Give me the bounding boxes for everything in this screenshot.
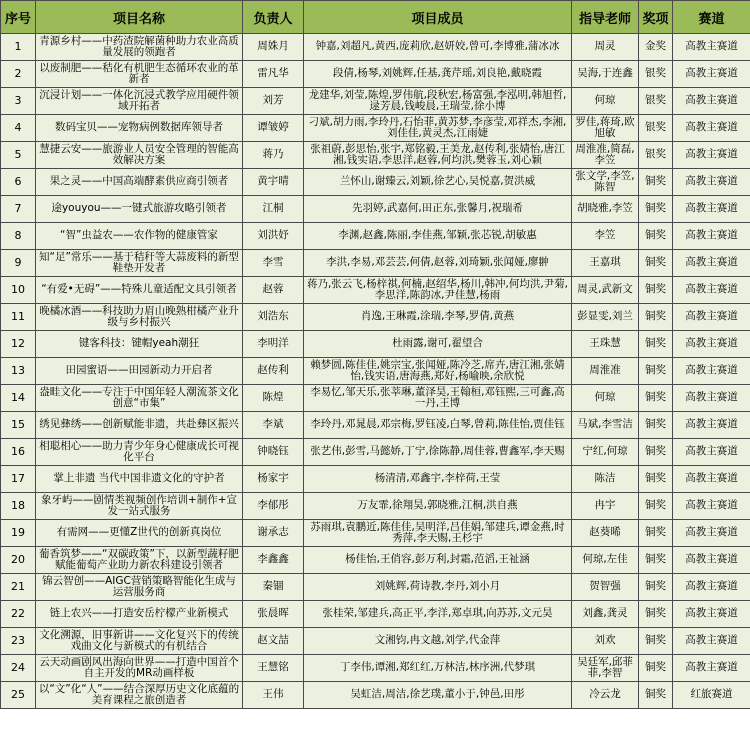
cell-project-name: 锦云智创——AIGC营销策略智能化生成与运营服务商 — [36, 574, 243, 601]
cell-advisor: 贺智强 — [572, 574, 639, 601]
cell-award: 铜奖 — [639, 169, 673, 196]
cell-index: 15 — [1, 412, 36, 439]
cell-track: 高教主赛道 — [673, 223, 750, 250]
cell-advisor: 吴廷军,邱菲菲,李智 — [572, 655, 639, 682]
cell-leader: 黄宇晴 — [243, 169, 304, 196]
cell-award: 铜奖 — [639, 439, 673, 466]
cell-leader: 王慧铭 — [243, 655, 304, 682]
cell-members: 李洪,李易,邓芸芸,何倩,赵蓉,刘琦颖,张闻娅,廖翀 — [304, 250, 572, 277]
header-leader: 负责人 — [243, 1, 304, 34]
cell-award: 铜奖 — [639, 628, 673, 655]
cell-members: 赖梦圆,陈佳佳,姚宗宝,张闻娅,陈冷芝,席卉,唐江湘,张婧怡,钱实语,唐海燕,郑好,杨喻映,余欣悦 — [304, 358, 572, 385]
cell-award: 铜奖 — [639, 655, 673, 682]
cell-index: 11 — [1, 304, 36, 331]
table-row — [1, 574, 750, 601]
cell-leader: 赵文喆 — [243, 628, 304, 655]
cell-index: 1 — [1, 34, 36, 61]
header-project-name: 项目名称 — [36, 1, 243, 34]
cell-index: 4 — [1, 115, 36, 142]
cell-track: 高教主赛道 — [673, 412, 750, 439]
cell-advisor: 陈洁 — [572, 466, 639, 493]
cell-leader: 谢承志 — [243, 520, 304, 547]
table-row — [1, 655, 750, 682]
cell-award: 铜奖 — [639, 196, 673, 223]
cell-award: 铜奖 — [639, 358, 673, 385]
cell-members: 杨佳怡,王俏容,彭万利,封霜,范滔,王祉涵 — [304, 547, 572, 574]
header-advisor: 指导老师 — [572, 1, 639, 34]
cell-project-name: 文化溯源，旧事新讲——文化复兴下的传统戏曲文化与新模式的有机结合 — [36, 628, 243, 655]
cell-leader: 王伟 — [243, 682, 304, 709]
cell-project-name: 途youyou——一键式旅游攻略引领者 — [36, 196, 243, 223]
cell-project-name: 晚橘冰酒——科技助力眉山晚熟柑橘产业升级与乡村振兴 — [36, 304, 243, 331]
cell-project-name: 慧捷云安——旅游业人员安全管理的智能高效解决方案 — [36, 142, 243, 169]
cell-leader: 刘芳 — [243, 88, 304, 115]
cell-track: 高教主赛道 — [673, 628, 750, 655]
cell-award: 铜奖 — [639, 493, 673, 520]
table-row — [1, 304, 750, 331]
cell-leader: 钟晓钰 — [243, 439, 304, 466]
cell-advisor: 何琼 — [572, 385, 639, 412]
cell-advisor: 马斌,李雪洁 — [572, 412, 639, 439]
cell-advisor: 冉宇 — [572, 493, 639, 520]
cell-leader: 李雪 — [243, 250, 304, 277]
cell-members: 万友霏,徐翔昊,郭晓雅,江桐,洪自燕 — [304, 493, 572, 520]
cell-track: 高教主赛道 — [673, 385, 750, 412]
table-row — [1, 331, 750, 358]
cell-award: 银奖 — [639, 61, 673, 88]
cell-track: 高教主赛道 — [673, 142, 750, 169]
cell-track: 高教主赛道 — [673, 169, 750, 196]
cell-project-name: 果之灵——中国高端酵素供应商引领者 — [36, 169, 243, 196]
table-row — [1, 682, 750, 709]
header-award: 奖项 — [639, 1, 673, 34]
cell-advisor: 张文学,李笠,陈智 — [572, 169, 639, 196]
cell-project-name: 以废制肥——秸化有机肥生态循环农业的革新者 — [36, 61, 243, 88]
cell-track: 高教主赛道 — [673, 304, 750, 331]
table-row — [1, 628, 750, 655]
cell-index: 6 — [1, 169, 36, 196]
table-row — [1, 520, 750, 547]
cell-track: 高教主赛道 — [673, 61, 750, 88]
cell-award: 铜奖 — [639, 466, 673, 493]
cell-advisor: 王珠慧 — [572, 331, 639, 358]
cell-leader: 周姝月 — [243, 34, 304, 61]
cell-members: 张桂荣,邹建兵,高正平,李洋,郑卓琪,向苏苏,文元昊 — [304, 601, 572, 628]
cell-award: 铜奖 — [639, 304, 673, 331]
cell-advisor: 宁红,何琼 — [572, 439, 639, 466]
cell-track: 高教主赛道 — [673, 88, 750, 115]
cell-members: 张祖蔚,彭思怡,张宇,郑铭毅,王美龙,赵传利,张婧怡,唐江湘,钱实语,李思洋,赵蓉,何均洪,樊蓉玉,刘心颖 — [304, 142, 572, 169]
cell-leader: 李明洋 — [243, 331, 304, 358]
table-row — [1, 439, 750, 466]
cell-advisor: 周灵,武新文 — [572, 277, 639, 304]
cell-advisor: 何琼 — [572, 88, 639, 115]
header-row — [1, 1, 750, 34]
cell-index: 18 — [1, 493, 36, 520]
cell-award: 银奖 — [639, 115, 673, 142]
cell-members: 吴虹洁,周洁,徐艺璞,董小于,钟邑,田彤 — [304, 682, 572, 709]
cell-project-name: 以“文”化“人”——结合深厚历史文化底蕴的美育课程之旅创造者 — [36, 682, 243, 709]
cell-award: 银奖 — [639, 142, 673, 169]
cell-track: 高教主赛道 — [673, 547, 750, 574]
cell-project-name: 知“足”常乐——基于秸秆等大蒜废料的新型鞋垫开发者 — [36, 250, 243, 277]
cell-track: 高教主赛道 — [673, 601, 750, 628]
cell-award: 铜奖 — [639, 385, 673, 412]
table-row — [1, 547, 750, 574]
header-members: 项目成员 — [304, 1, 572, 34]
cell-members: 李渊,赵鑫,陈丽,李佳燕,邹颖,张芯锐,胡敏惠 — [304, 223, 572, 250]
table-row — [1, 61, 750, 88]
cell-index: 12 — [1, 331, 36, 358]
cell-index: 19 — [1, 520, 36, 547]
cell-leader: 李鑫鑫 — [243, 547, 304, 574]
cell-index: 2 — [1, 61, 36, 88]
cell-members: 龙建华,刘莹,陈煌,罗伟航,段秋宏,杨富强,李泓明,韩旭哲,逯芳晨,钱峻晨,王瑞莹,徐小博 — [304, 88, 572, 115]
cell-award: 铜奖 — [639, 412, 673, 439]
cell-project-name: 葡香筑梦——“双碳政策”下，以新型蔬籽肥赋能葡萄产业助力新农科建设引领者 — [36, 547, 243, 574]
cell-index: 8 — [1, 223, 36, 250]
cell-advisor: 周淮准 — [572, 358, 639, 385]
cell-award: 铜奖 — [639, 601, 673, 628]
cell-advisor: 冷云龙 — [572, 682, 639, 709]
cell-members: 钟嘉,刘超凡,黄西,庞莉欣,赵妍姣,曾可,李博雅,蒲冰冰 — [304, 34, 572, 61]
table-row — [1, 169, 750, 196]
cell-track: 高教主赛道 — [673, 34, 750, 61]
cell-members: 张艺伟,彭雪,马懿娇,丁宁,徐陈静,周佳蓉,曹鑫军,李天赐 — [304, 439, 572, 466]
cell-track: 高教主赛道 — [673, 520, 750, 547]
cell-award: 铜奖 — [639, 250, 673, 277]
cell-leader: 蒋乃 — [243, 142, 304, 169]
table-row — [1, 250, 750, 277]
cell-award: 铜奖 — [639, 277, 673, 304]
cell-advisor: 刘鑫,龚灵 — [572, 601, 639, 628]
table-row — [1, 412, 750, 439]
cell-members: 丁李伟,谭湘,郑红红,万林洁,林序洲,代梦琪 — [304, 655, 572, 682]
cell-index: 21 — [1, 574, 36, 601]
cell-track: 高教主赛道 — [673, 466, 750, 493]
cell-index: 10 — [1, 277, 36, 304]
cell-index: 9 — [1, 250, 36, 277]
cell-advisor: 胡晓雅,李笠 — [572, 196, 639, 223]
cell-award: 金奖 — [639, 34, 673, 61]
cell-leader: 陈煌 — [243, 385, 304, 412]
cell-advisor: 周淮准,简磊,李笠 — [572, 142, 639, 169]
cell-index: 3 — [1, 88, 36, 115]
table-row — [1, 196, 750, 223]
cell-index: 23 — [1, 628, 36, 655]
cell-members: 刁斌,胡力雨,李玲丹,石怡菲,黄苏梦,李彦莹,邓祥杰,李湘,刘佳佳,黄灵杰,江雨婕 — [304, 115, 572, 142]
cell-index: 24 — [1, 655, 36, 682]
cell-advisor: 刘欢 — [572, 628, 639, 655]
cell-project-name: 掌上非遗 当代中国非遗文化的守护者 — [36, 466, 243, 493]
cell-leader: 李郁彤 — [243, 493, 304, 520]
cell-project-name: 象牙屿——剧情类视频创作培训+制作+宣发一站式服务 — [36, 493, 243, 520]
cell-leader: 赵蓉 — [243, 277, 304, 304]
cell-award: 铜奖 — [639, 331, 673, 358]
cell-track: 高教主赛道 — [673, 277, 750, 304]
cell-project-name: 绣见彝绣——创新赋能非遗，共赴彝区振兴 — [36, 412, 243, 439]
cell-award: 银奖 — [639, 88, 673, 115]
cell-index: 7 — [1, 196, 36, 223]
table-row — [1, 223, 750, 250]
cell-advisor: 赵葵晞 — [572, 520, 639, 547]
cell-track: 高教主赛道 — [673, 115, 750, 142]
cell-members: 李易忆,邹天乐,张莘琳,董泽昊,王翰桓,邓钰熙,三可鑫,高一丹,王博 — [304, 385, 572, 412]
cell-award: 铜奖 — [639, 682, 673, 709]
cell-track: 红旅赛道 — [673, 682, 750, 709]
cell-members: 苏雨琪,袁鹏近,陈佳佳,吴明洋,吕佳娟,邹建兵,谭金燕,时秀萍,李天赐,王杉宇 — [304, 520, 572, 547]
cell-leader: 秦锢 — [243, 574, 304, 601]
cell-award: 铜奖 — [639, 574, 673, 601]
cell-project-name: 数码宝贝——宠物病例数据库领导者 — [36, 115, 243, 142]
cell-members: 刘姚辉,荷诗教,李丹,刘小月 — [304, 574, 572, 601]
cell-members: 肖逸,王琳霞,涂瑞,李琴,罗倩,黄燕 — [304, 304, 572, 331]
cell-leader: 张晨晖 — [243, 601, 304, 628]
cell-project-name: 云天动画剧风出海向世界——打造中国首个自主开发的MR动画样板 — [36, 655, 243, 682]
cell-track: 高教主赛道 — [673, 574, 750, 601]
cell-index: 16 — [1, 439, 36, 466]
cell-index: 5 — [1, 142, 36, 169]
cell-members: 段倩,杨琴,刘姚辉,任基,龚芹瑶,刘良艳,戴晓霞 — [304, 61, 572, 88]
cell-index: 22 — [1, 601, 36, 628]
cell-track: 高教主赛道 — [673, 250, 750, 277]
cell-track: 高教主赛道 — [673, 493, 750, 520]
cell-track: 高教主赛道 — [673, 439, 750, 466]
cell-members: 杜雨露,谢可,翟望合 — [304, 331, 572, 358]
cell-index: 14 — [1, 385, 36, 412]
cell-award: 铜奖 — [639, 223, 673, 250]
cell-members: 杨清清,邓鑫宇,李梓荷,王莹 — [304, 466, 572, 493]
cell-members: 兰怀山,谢臻云,刘颖,徐艺心,吴悦嘉,贺洪威 — [304, 169, 572, 196]
cell-project-name: 链上农兴——打造安岳柠檬产业新模式 — [36, 601, 243, 628]
cell-track: 高教主赛道 — [673, 655, 750, 682]
table-row — [1, 601, 750, 628]
cell-leader: 赵传利 — [243, 358, 304, 385]
cell-project-name: 沉浸计划——一体化沉浸式教学应用硬件领域开拓者 — [36, 88, 243, 115]
cell-index: 13 — [1, 358, 36, 385]
cell-members: 文湘钧,冉文越,刘学,代金萍 — [304, 628, 572, 655]
cell-advisor: 罗佳,蒋琦,欧旭敏 — [572, 115, 639, 142]
table-row — [1, 493, 750, 520]
cell-track: 高教主赛道 — [673, 196, 750, 223]
cell-advisor: 周灵 — [572, 34, 639, 61]
cell-project-name: “智”虫益农——农作物的健康管家 — [36, 223, 243, 250]
table-row — [1, 142, 750, 169]
header-track: 赛道 — [673, 1, 750, 34]
table-row — [1, 277, 750, 304]
cell-index: 20 — [1, 547, 36, 574]
table-row — [1, 358, 750, 385]
cell-leader: 刘浩东 — [243, 304, 304, 331]
cell-leader: 李斌 — [243, 412, 304, 439]
cell-advisor: 吴海,于连鑫 — [572, 61, 639, 88]
cell-members: 蒋乃,张云飞,杨梓祺,何楠,赵绍华,杨川,韩冲,何均洪,尹菊,李思洋,陈韵冰,尹佳慧,杨雨 — [304, 277, 572, 304]
cell-project-name: “有爱•无碍”——特殊儿童适配文具引领者 — [36, 277, 243, 304]
cell-members: 李玲丹,邓晁晨,邓宗梅,罗钰凌,白琴,曾莉,陈佳怡,贾佳钰 — [304, 412, 572, 439]
table-row — [1, 385, 750, 412]
cell-project-name: 有需网——更懂Z世代的创新真岗位 — [36, 520, 243, 547]
cell-project-name: 相聪相心——助力青少年身心健康成长可视化平台 — [36, 439, 243, 466]
cell-project-name: 田园蜜语——田园新动力开启者 — [36, 358, 243, 385]
cell-award: 铜奖 — [639, 520, 673, 547]
cell-leader: 江桐 — [243, 196, 304, 223]
table-row — [1, 466, 750, 493]
cell-advisor: 彭显雯,刘兰 — [572, 304, 639, 331]
cell-leader: 刘洪妤 — [243, 223, 304, 250]
cell-members: 先羽婷,武嘉何,田正东,张馨月,祝瑞希 — [304, 196, 572, 223]
table-row — [1, 34, 750, 61]
cell-project-name: 键客科技：键帽yeah潮狂 — [36, 331, 243, 358]
table-row — [1, 88, 750, 115]
cell-leader: 雷凡华 — [243, 61, 304, 88]
cell-track: 高教主赛道 — [673, 358, 750, 385]
cell-index: 25 — [1, 682, 36, 709]
cell-advisor: 王嘉琪 — [572, 250, 639, 277]
table-row — [1, 115, 750, 142]
cell-project-name: 盎畦文化——专注于中国年轻人潮流茶文化创意“市集” — [36, 385, 243, 412]
cell-index: 17 — [1, 466, 36, 493]
cell-award: 铜奖 — [639, 547, 673, 574]
cell-advisor: 何琼,左佳 — [572, 547, 639, 574]
cell-leader: 杨家宇 — [243, 466, 304, 493]
cell-track: 高教主赛道 — [673, 331, 750, 358]
header-index: 序号 — [1, 1, 36, 34]
cell-advisor: 李笠 — [572, 223, 639, 250]
cell-leader: 谭皱婷 — [243, 115, 304, 142]
cell-project-name: 青源乡村——中药渣院解菌种助力农业高质量发展的领跑者 — [36, 34, 243, 61]
